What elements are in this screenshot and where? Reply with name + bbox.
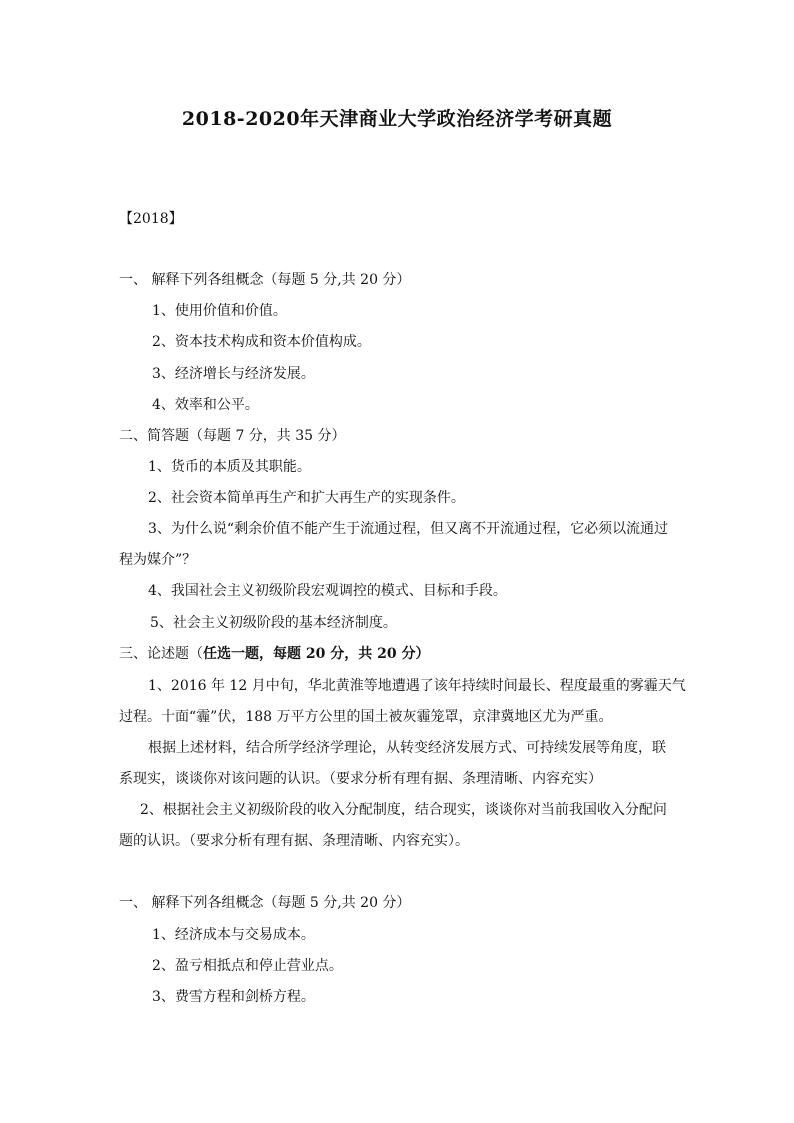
list-item: 5、社会主义初级阶段的基本经济制度。 — [150, 615, 397, 631]
list-item: 2、资本技术构成和资本价值构成。 — [152, 334, 371, 350]
list-item: 1、经济成本与交易成本。 — [152, 927, 315, 943]
list-item: 1、货币的本质及其职能。 — [148, 459, 311, 475]
list-item: 3、费雪方程和剑桥方程。 — [152, 989, 315, 1005]
page-title: 2018-2020年天津商业大学政治经济学考研真题 — [181, 108, 613, 130]
paragraph-line: 系现实，谈谈你对该问题的认识。（要求分析有理有据、条理清晰、内容充实） — [119, 771, 602, 787]
list-item: 2、盈亏相抵点和停止营业点。 — [152, 958, 343, 974]
list-item-continuation: 程为媒介”？ — [119, 552, 197, 568]
year-tag: 【2018】 — [119, 211, 183, 227]
section-1-heading: 一、 解释下列各组概念（每题 5 分,共 20 分） — [119, 272, 411, 288]
paragraph-line: 过程。十面“霾”伏，188 万平方公里的国土被灰霾笼罩，京津冀地区尤为严重。 — [119, 709, 613, 725]
paragraph-line: 1、2016 年 12 月中旬，华北黄淮等地遭遇了该年持续时间最长、程度最重的雾霾天气 — [148, 678, 686, 694]
section-3-heading — [119, 644, 429, 664]
section-2-heading: 二、简答题（每题 7 分，共 35 分） — [119, 428, 346, 444]
list-item: 3、为什么说“剩余价值不能产生于流通过程，但又离不开流通过程，它必须以流通过 — [148, 521, 669, 537]
list-item: 3、经济增长与经济发展。 — [152, 366, 315, 382]
paragraph-line: 根据上述材料，结合所学经济学理论，从转变经济发展方式、可持续发展等角度，联 — [148, 740, 666, 756]
section-3-heading-bold: 任选一题，每题 20 分，共 20 分） — [203, 646, 430, 662]
list-item: 1、使用价值和价值。 — [152, 303, 287, 319]
section-3-heading-prefix: 三、论述题（ — [119, 646, 203, 662]
list-item: 2、社会资本简单再生产和扩大再生产的实现条件。 — [148, 490, 465, 506]
list-item: 4、我国社会主义初级阶段宏观调控的模式、目标和手段。 — [148, 583, 507, 599]
section-4-heading: 一、 解释下列各组概念（每题 5 分,共 20 分） — [119, 895, 411, 911]
list-item: 4、效率和公平。 — [152, 397, 259, 413]
paragraph-line: 2、根据社会主义初级阶段的收入分配制度，结合现实，谈谈你对当前我国收入分配问 — [140, 802, 667, 818]
paragraph-line: 题的认识。（要求分析有理有据、条理清晰、内容充实）。 — [119, 833, 469, 849]
